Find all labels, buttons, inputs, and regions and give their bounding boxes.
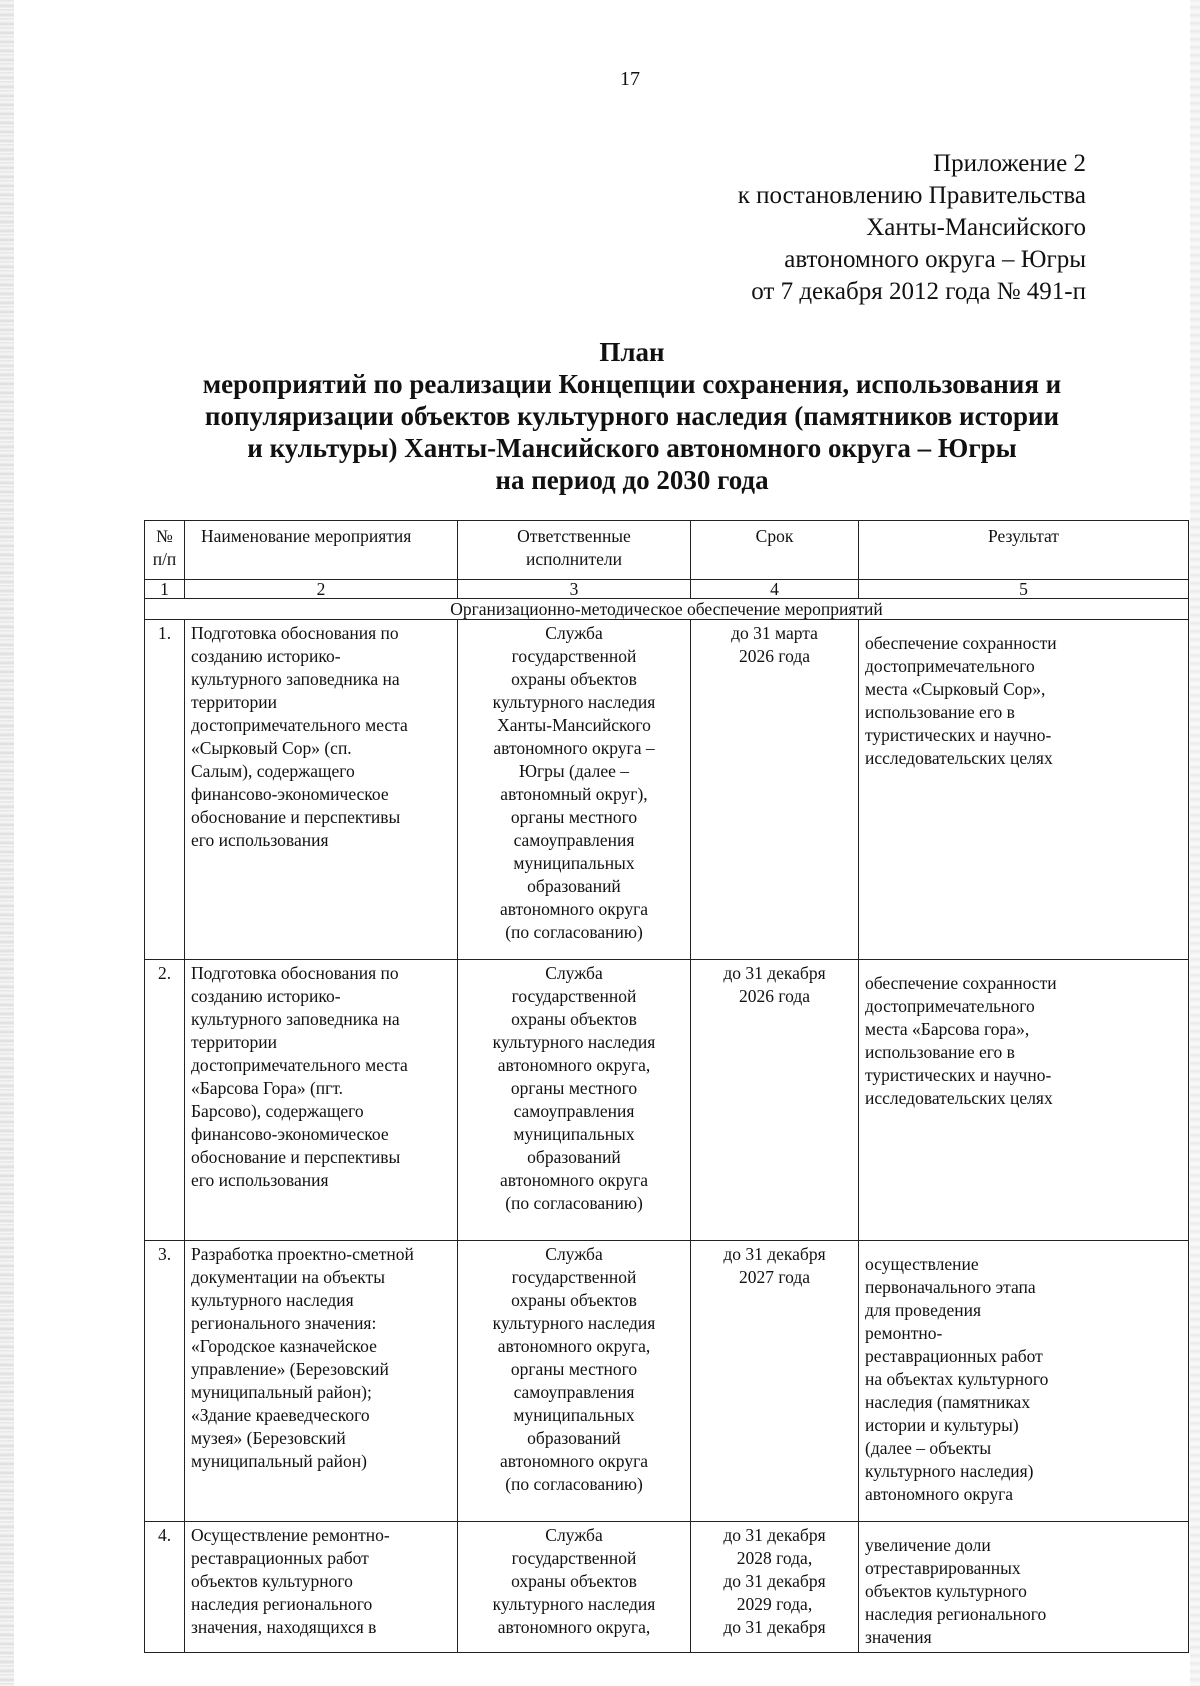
row-term: до 31 марта 2026 года [691,620,859,960]
column-number: 5 [859,580,1189,599]
title-line: мероприятий по реализации Концепции сохранения, использования и [202,369,1062,399]
row-name: Осуществление ремонтно- реставрационных работ объектов культурного наследия регионального значения, находящихся в [185,1522,458,1653]
table-row [145,620,1189,960]
row-number: 3. [145,1241,185,1522]
column-numbers-row [145,580,1189,599]
section-title: Организационно-методическое обеспечение мероприятий [145,599,1189,620]
title-line: и культуры) Ханты-Мансийского автономного округа – Югры [247,433,1017,463]
column-number: 2 [185,580,458,599]
table-row [145,1241,1189,1522]
row-executors: Служба государственной охраны объектов культурного наследия автономного округа, органы местного самоуправления муниципальных образований автономного округа (по согласованию) [458,1241,691,1522]
row-executors: Служба государственной охраны объектов культурного наследия Ханты-Мансийского автономного округа – Югры (далее – автономный округ), органы местного самоуправления муниципальных образований автономного округа (по согласованию) [458,620,691,960]
appendix-line: Ханты-Мансийского [866,214,1086,241]
appendix-block [738,148,1086,308]
row-number: 1. [145,620,185,960]
title-line: популяризации объектов культурного наследия (памятников истории [204,401,1060,431]
column-number: 4 [691,580,859,599]
table-row [145,1522,1189,1653]
section-row [145,599,1189,620]
row-executors: Служба государственной охраны объектов культурного наследия автономного округа, [458,1522,691,1653]
header-name: Наименование мероприятия [185,521,458,580]
row-result: обеспечение сохранности достопримечательного места «Барсова гора», использование его в туристических и научно- исследовательских целях [859,960,1189,1241]
row-term: до 31 декабря 2026 года [691,960,859,1241]
header-number: № п/п [145,521,185,580]
row-result: увеличение доли отреставрированных объектов культурного наследия регионального значения [859,1522,1189,1653]
title-line: План [599,337,665,367]
row-name: Подготовка обоснования по созданию историко- культурного заповедника на территории достопримечательного места «Барсова Гора» (пгт. Барсово), содержащего финансово-экономическое обоснование и перспективы его использования [185,960,458,1241]
appendix-line: автономного округа – Югры [784,246,1086,273]
row-term: до 31 декабря 2027 года [691,1241,859,1522]
header-term: Срок [691,521,859,580]
row-name: Разработка проектно-сметной документации на объекты культурного наследия регионального значения: «Городское казначейское управление» (Березовский муниципальный район); «Здание краеведческого музея» (Березовский муниципальный район) [185,1241,458,1522]
appendix-line: к постановлению Правительства [737,182,1086,209]
row-result: обеспечение сохранности достопримечательного места «Сырковый Сор», использование его в туристических и научно- исследовательских целях [859,620,1189,960]
row-name: Подготовка обоснования по созданию историко- культурного заповедника на территории достопримечательного места «Сырковый Сор» (сп. Салым), содержащего финансово-экономическое обоснование и перспективы его использования [185,620,458,960]
header-executors: Ответственные исполнители [458,521,691,580]
plan-table [144,520,1189,1653]
table-row [145,960,1189,1241]
row-result: осуществление первоначального этапа для проведения ремонтно- реставрационных работ на объектах культурного наследия (памятниках истории и культуры) (далее – объекты культурного наследия) автономного округа [859,1241,1189,1522]
column-number: 1 [145,580,185,599]
column-number: 3 [458,580,691,599]
row-number: 2. [145,960,185,1241]
document-title [0,336,1200,496]
row-term: до 31 декабря 2028 года, до 31 декабря 2029 года, до 31 декабря [691,1522,859,1653]
header-result: Результат [859,521,1189,580]
title-line: на период до 2030 года [495,465,769,495]
appendix-line: Приложение 2 [933,150,1086,177]
row-number: 4. [145,1522,185,1653]
scan-edge-right [1190,0,1200,1686]
page-number: 17 [620,68,640,90]
scan-edge-left [0,0,14,1686]
row-executors: Служба государственной охраны объектов культурного наследия автономного округа, органы местного самоуправления муниципальных образований автономного округа (по согласованию) [458,960,691,1241]
table-header-row [145,521,1189,580]
appendix-line: от 7 декабря 2012 года № 491-п [751,278,1086,305]
